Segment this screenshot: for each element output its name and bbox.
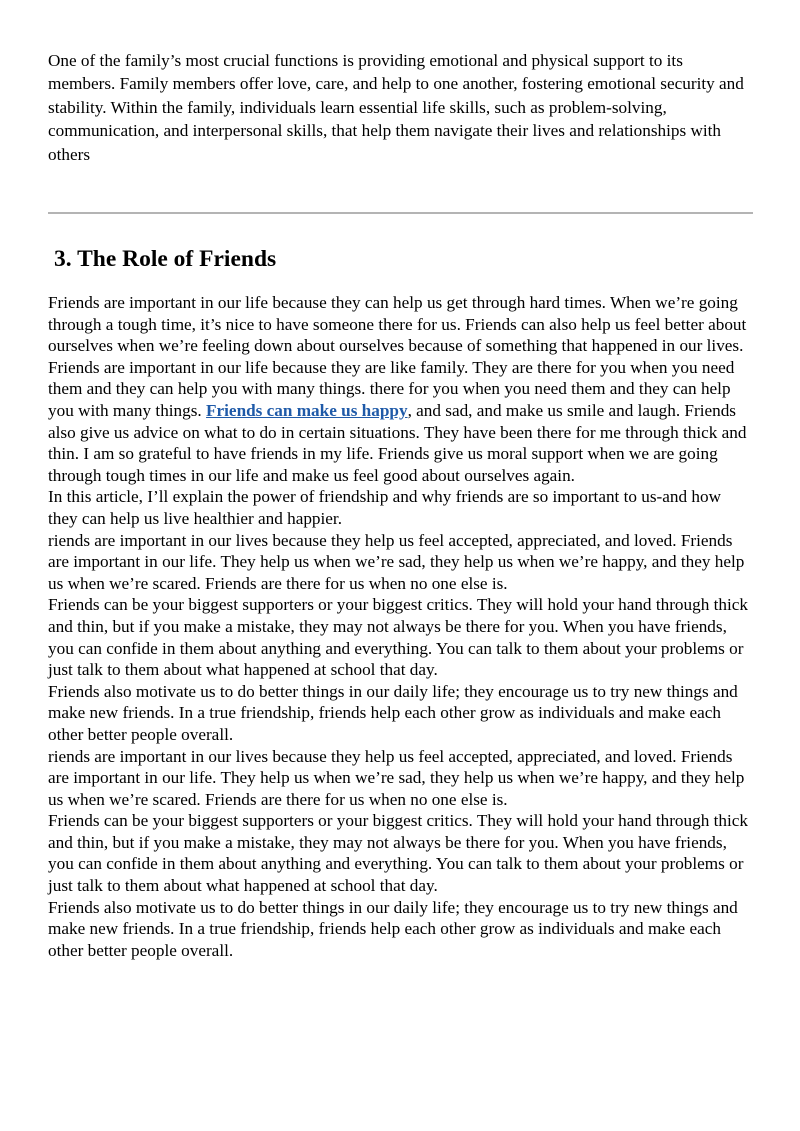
paragraph-text: , and sad, and make us smile and laugh. Friends also give us advice on what to do in certain situations. They have been there for me through thick and thin. I am so grateful to have friends in my life. Friends give us moral support when we are going through tough times in our life and make us feel good about ourselves again. (48, 401, 747, 485)
paragraph-article-intro: In this article, I’ll explain the power of friendship and why friends are so important to us-and how they can help us live healthier and happier. (48, 487, 721, 528)
paragraph-supporters: Friends can be your biggest supporters or your biggest critics. They will hold your hand through thick and thin, but if you make a mistake, they may not always be there for you. When you have friends, you can confide in them about anything and everything. You can talk to them about your problems or just talk to them about what happened at school that day. (48, 595, 748, 680)
paragraph-friends-hard-times (48, 292, 754, 486)
paragraph-motivate: Friends also motivate us to do better things in our daily life; they encourage us to try new things and make new friends. In a true friendship, friends help each other grow as individuals and make each other better people overall. (48, 681, 738, 744)
section-divider (48, 212, 753, 214)
paragraph-text: Friends are important in our life because they can help us get through hard times. When we’re going through a tough time, it’s nice to have someone there for us. Friends can also help us feel better about ourselves when we’re feeling down about ourselves because of something that happened in our lives. Friends are important in our life because they are like family. They are there for you when you need them and they can help you with many things. there for you when you need them and they can help you with many things. (48, 293, 747, 420)
paragraph-supporters-repeat: Friends can be your biggest supporters or your biggest critics. They will hold your hand through thick and thin, but if you make a mistake, they may not always be there for you. When you have friends, you can confide in them about anything and everything. You can talk to them about your problems or just talk to them about what happened at school that day. (48, 811, 748, 896)
section-body (48, 292, 754, 961)
paragraph-accepted: riends are important in our lives because they help us feel accepted, appreciated, and loved. Friends are important in our life. They help us when we’re sad, they help us when we’re happy, and they help us when we’re scared. Friends are there for us when no one else is. (48, 530, 745, 593)
paragraph-accepted-repeat: riends are important in our lives because they help us feel accepted, appreciated, and loved. Friends are important in our life. They help us when we’re sad, they help us when we’re happy, and they help us when we’re scared. Friends are there for us when no one else is. (48, 746, 745, 809)
friends-happy-link[interactable]: Friends can make us happy (206, 401, 408, 420)
intro-paragraph: One of the family’s most crucial functions is providing emotional and physical support to its members. Family members offer love, care, and help to one another, fostering emotional security and stability. Within the family, individuals learn essential life skills, such as problem-solving, communication, and interpersonal skills, that help them navigate their lives and relationships with others (48, 51, 744, 164)
section-heading: 3. The Role of Friends (54, 246, 277, 273)
paragraph-motivate-repeat: Friends also motivate us to do better things in our daily life; they encourage us to try new things and make new friends. In a true friendship, friends help each other grow as individuals and make each other better people overall. (48, 897, 738, 960)
document-page (48, 0, 754, 961)
